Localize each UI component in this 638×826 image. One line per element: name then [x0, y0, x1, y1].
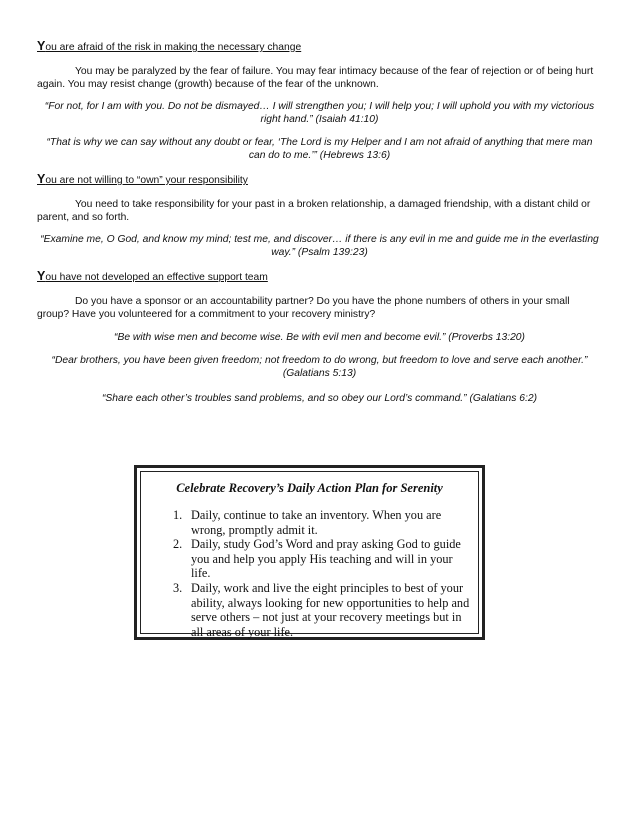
heading-initial: Y	[37, 172, 46, 186]
quote-isaiah: “For not, for I am with you. Do not be dismayed… I will strengthen you; I will help you; I will uphold you with my victorious right hand.” (Isaiah 41:10)	[44, 101, 595, 125]
item-text: Daily, continue to take an inventory. When you are wrong, promptly admit it.	[191, 508, 442, 537]
heading-initial: Y	[37, 39, 46, 53]
heading-initial: Y	[37, 269, 46, 283]
action-plan-box	[134, 465, 485, 640]
action-plan-inner-border	[140, 471, 479, 639]
body-text: You need to take responsibility for your past in a broken relationship, a damaged friendship, with a distant child or parent, and so forth.	[37, 199, 591, 223]
body-text: Do you have a sponsor or an accountability partner? Do you have the phone numbers of others in your small group? Have you volunteered for a commitment to your recovery ministry?	[37, 296, 570, 320]
section-heading-fear	[37, 40, 301, 54]
item-text: Daily, work and live the eight principles to best of your ability, always looking for new opportunities to help and serve others – not just at your recovery meetings but in all areas of your life.	[191, 580, 470, 639]
heading-text: ou are not willing to “own” your responsibility	[45, 175, 248, 186]
heading-text: ou have not developed an effective support team	[45, 272, 268, 283]
body-text: You may be paralyzed by the fear of failure. You may fear intimacy because of the fear of rejection or of being hurt again. You may resist change (growth) because of the fear of the unknown.	[37, 66, 594, 90]
section-heading-support-team	[37, 270, 268, 284]
quote-galatians-5: “Dear brothers, you have been given freedom; not freedom to do wrong, but freedom to love and serve each another.” (Galatians 5:13)	[51, 355, 588, 379]
heading-text: ou are afraid of the risk in making the necessary change	[45, 42, 302, 53]
section-body-responsibility	[37, 198, 602, 224]
action-plan-title: Celebrate Recovery’s Daily Action Plan for Serenity	[176, 481, 443, 495]
quote-hebrews: “That is why we can say without any doubt or fear, ‘The Lord is my Helper and I am not afraid of anything that mere man can do to me.’” (Hebrews 13:6)	[46, 137, 593, 161]
action-plan-list	[155, 508, 475, 639]
item-text: Daily, study God’s Word and pray asking God to guide you and help you apply His teaching and will in your life.	[191, 537, 461, 581]
item-number: 3.	[173, 580, 183, 595]
item-number: 1.	[173, 508, 183, 522]
section-heading-responsibility	[37, 173, 248, 187]
quote-psalm: “Examine me, O God, and know my mind; test me, and discover… if there is any evil in me and guide me in the everlasting way.” (Psalm 139:23)	[40, 234, 599, 258]
action-plan-item	[155, 508, 475, 537]
quote-galatians-6: “Share each other’s troubles sand problems, and so obey our Lord’s command.” (Galatians 6:2)	[102, 393, 537, 404]
item-number: 2.	[173, 537, 183, 552]
section-body-support-team	[37, 295, 602, 321]
section-body-fear	[37, 65, 602, 91]
quote-proverbs: “Be with wise men and become wise. Be with evil men and become evil.” (Proverbs 13:20)	[114, 332, 525, 343]
action-plan-item	[155, 581, 475, 639]
action-plan-item	[155, 537, 475, 581]
